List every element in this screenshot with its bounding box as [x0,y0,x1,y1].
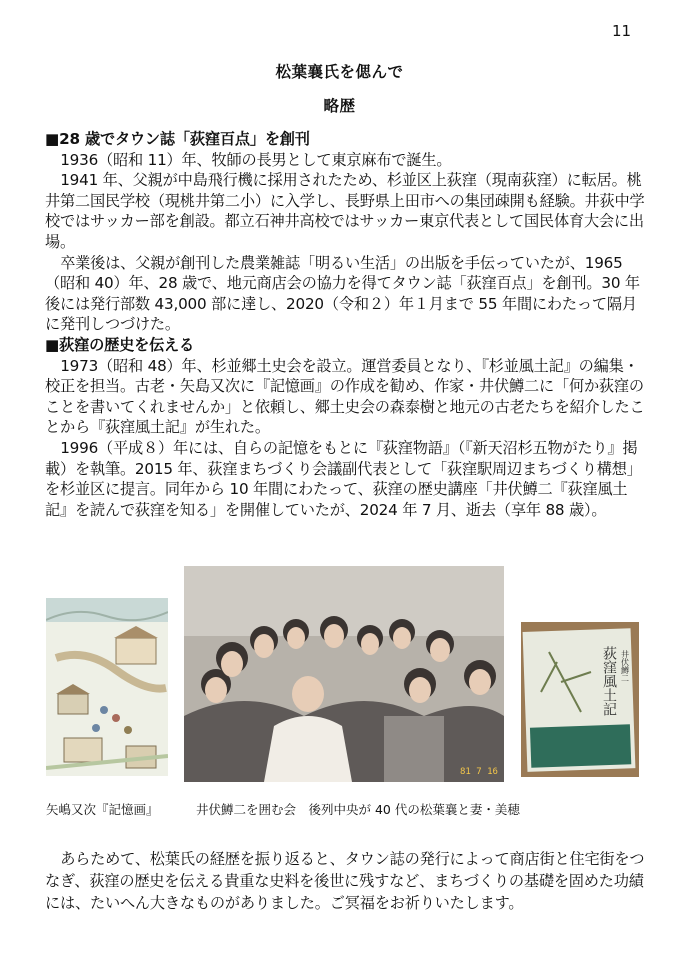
paragraph: 卒業後は、父親が創刊した農業雑誌「明るい生活」の出版を手伝っていたが、1965（昭和 40）年、28 歳で、地元商店会の協力を得てタウン誌「荻窪百点」を創刊。30 年後には発行部数 43,000 部に達し、2020（令和２）年１月まで 55 年間にわたって隔月に発刊しつづけた。 [45,253,640,334]
book-cover-photo [521,622,639,777]
memory-painting-photo [46,598,168,776]
group-photo-caption: 井伏鱒二を囲む会 後列中央が 40 代の松葉襄と妻・美穂 [196,802,520,817]
book-title: 荻窪風土記 [601,646,617,716]
page-number: 11 [612,22,632,40]
section-heading: ■荻窪の歴史を伝える [45,335,195,354]
paragraph: 1941 年、父親が中島飛行機に採用されたため、杉並区上荻窪（現南荻窪）に転居。桃井第二国民学校（現桃井第二小）に入学し、長野県上田市への集団疎開も経験。井荻中学校ではサッカー部を創設。都立石神井高校ではサッカー東京代表として国民体育大会に出場。 [45,171,645,251]
section-heading: ■28 歳でタウン誌「荻窪百点」を創刊 [45,130,310,148]
page-subtitle: 略歴 [323,97,356,115]
memory-painting-caption: 矢嶋又次『記憶画』 [46,802,159,817]
photo-date-stamp: 81 7 16 [460,767,498,777]
closing-paragraph [45,848,645,914]
paragraph: あらためて、松葉氏の経歴を振り返ると、タウン誌の発行によって商店街と住宅街をつなぎ、荻窪の歴史を伝える貴重な史料を後世に残すなど、まちづくりの基礎を固めた功績には、たいへん大きなものがありました。ご冥福をお祈りいたします。 [45,850,645,912]
page-title: 松葉襄氏を偲んで [275,63,404,81]
biography-body [45,129,645,520]
group-photo [184,566,504,782]
paragraph: 1996（平成８）年には、自らの記憶をもとに『荻窪物語』（『新天沼杉五物がたり』掲載）を執筆。2015 年、荻窪まちづくり会議副代表として「荻窪駅周辺まちづくり構想」を杉並区に提言。同年から 10 年間にわたって、荻窪の歴史講座「井伏鱒二『荻窪風土記』を読んで荻窪を知る」を開催していたが、2024 年 7 月、逝去（享年 88 歳）。 [45,438,642,519]
paragraph: 1936（昭和 11）年、牧師の長男として東京麻布で誕生。 [60,150,452,169]
paragraph: 1973（昭和 48）年、杉並郷土史会を設立。運営委員となり、『杉並風土記』の編集・校正を担当。古老・矢島又次に『記憶画』の作成を勧め、作家・井伏鱒二に「何か荻窪のことを書いてくれませんか」と依頼し、郷土史会の森泰樹と地元の古老たちを紹介したことから『荻窪風土記』が生れた。 [45,356,645,437]
book-author: 井伏鱒二 [620,650,630,682]
